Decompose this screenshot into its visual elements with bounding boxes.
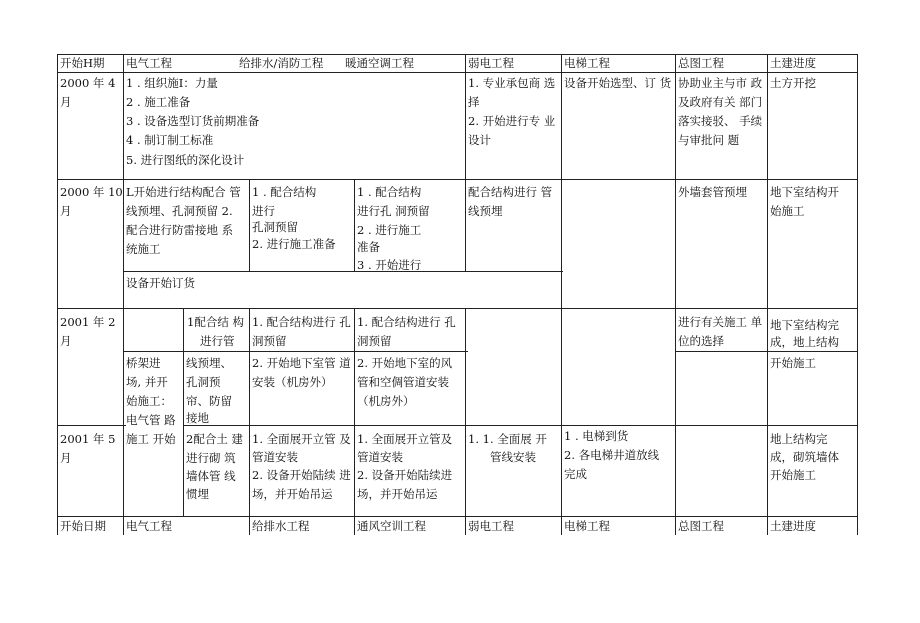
grid-line (561, 54, 562, 535)
grid-line (857, 54, 858, 535)
cell-line: 2. 开始地下室管 道 (252, 356, 351, 370)
footer-plumbing: 给排水工程 (252, 519, 310, 533)
cell-line: 2000 年 4 (60, 76, 116, 90)
footer-site: 总图工程 (678, 519, 724, 533)
cell-line: 月 (60, 451, 72, 465)
grid-line (57, 179, 858, 180)
cell-line: 进行砌 筑 (186, 451, 236, 465)
cell-line: （机房外） (357, 394, 415, 408)
grid-line (57, 425, 126, 426)
cell-line: 桥架进 (126, 356, 161, 370)
cell-line: 2配合土 建 (186, 432, 243, 446)
grid-line (675, 54, 676, 535)
cell-line: 孔洞预 (186, 375, 221, 389)
footer-electrical: 电气工程 (126, 519, 172, 533)
cell-line: 1配合结 构 (187, 315, 244, 329)
cell-line: 惯埋 (186, 487, 209, 501)
grid-line (249, 308, 250, 535)
header-date: 开始H期 (60, 56, 105, 70)
r4-civil: 开始施工 (770, 356, 816, 370)
cell-line: 4 . 制订制工标准 (126, 133, 214, 147)
cell-line: 场，并开始吊运 (252, 487, 333, 501)
cell-line: 配合进行防雷接地 系 (126, 223, 234, 237)
cell-line: 1. 全面展开立管 及 (252, 432, 351, 446)
cell-line: 1 . 电梯到货 (564, 429, 629, 443)
cell-line: 墙体管 线 (186, 469, 236, 483)
cell-line: 2. 设备开始陆续进 (357, 468, 453, 482)
cell-line: 管道安装 (357, 450, 403, 464)
cell-line: 开始施工 (770, 468, 816, 482)
cell-line: 1 . 配合结构 (357, 185, 422, 199)
cell-line: 线预埋 (468, 204, 503, 218)
cell-line: 接地 (186, 411, 209, 425)
cell-line: 1 . 组织施I：力量 (126, 76, 218, 90)
cell-line: 位的选择 (678, 334, 724, 348)
cell-line: 管和空倜管道安装 (357, 375, 449, 389)
cell-line: 及政府有关 部门 (678, 95, 763, 109)
cell-line: 2. 各电梯井道放线 (564, 448, 660, 462)
cell-line: 2. 进行施工准备 (252, 237, 336, 251)
cell-line: L开始进行结构配合 管 (126, 185, 241, 199)
cell-line: 成，地上结构 (770, 335, 839, 349)
cell-line: 3 . 开始进行 (357, 258, 422, 272)
cell-line: 安装（机房外） (252, 375, 333, 389)
cell-line: 5. 进行图纸的深化设计 (126, 153, 245, 167)
cell-line: 准备 (357, 240, 380, 254)
cell-line: 始施工 (770, 204, 805, 218)
grid-line (465, 308, 466, 535)
cell-line: 场, 并开 (126, 375, 168, 389)
cell-line: 1. 1. 全面展 开 (468, 432, 547, 446)
grid-line (57, 54, 858, 55)
grid-line (57, 54, 58, 535)
header-plumbing: 给排水/消防工程 (239, 56, 324, 70)
cell-line: 3 . 设备选型订货前期准备 (126, 114, 260, 128)
cell-line: 地下室结构完 (770, 318, 839, 332)
header-civil: 土建进度 (770, 56, 816, 70)
grid-line (354, 308, 355, 535)
cell-line: 电气管 路 (126, 413, 176, 427)
cell-line: 1 . 配合结构 (252, 185, 317, 199)
grid-line (183, 425, 858, 426)
cell-line: 始施工： (126, 394, 172, 408)
cell-line: 洞预留 (357, 334, 392, 348)
cell-line: 完成 (564, 467, 587, 481)
cell-line: 2 . 施工准备 (126, 95, 191, 109)
grid-line (57, 72, 858, 73)
cell-line: 洞预留 (252, 334, 287, 348)
cell-line: 统施工 (126, 242, 161, 256)
cell-line: 帘、防留 (186, 394, 232, 408)
cell-line: 2. 开始地下室的风 (357, 356, 453, 370)
cell-line: 成，砌筑墙体 (770, 450, 839, 464)
header-hvac: 暖通空调工程 (345, 56, 414, 70)
cell-line: 协助业主与市 政 (678, 76, 763, 90)
header-electrical: 电气工程 (126, 56, 172, 70)
cell-line: 地上结构完 (770, 432, 828, 446)
footer-elevator: 电梯工程 (564, 519, 610, 533)
r2-site: 外墙套管预埋 (678, 185, 747, 199)
footer-date: 开始日期 (60, 519, 106, 533)
cell-line: 2001 年 5 (60, 432, 116, 446)
cell-line: 线预埋、孔洞预留 2. (126, 204, 233, 218)
cell-line: 设计 (468, 133, 491, 147)
grid-line (767, 54, 768, 535)
cell-line: 施工 开始 (126, 432, 176, 446)
r1-elevator: 设备开始选型、订 货 (564, 76, 672, 90)
footer-weak-current: 弱电工程 (468, 519, 514, 533)
cell-line: 择 (468, 95, 480, 109)
cell-line: 2001 年 2 (60, 315, 116, 329)
cell-line: 孔洞预留 (252, 220, 298, 234)
header-elevator: 电梯工程 (564, 56, 610, 70)
cell-line: 1. 配合结构进行 孔 (357, 315, 456, 329)
cell-line: 1. 配合结构进行 孔 (252, 315, 351, 329)
grid-line (57, 516, 858, 517)
cell-line: 1. 全面展开立管及 (357, 432, 453, 446)
cell-line: 1. 专业承包商 选 (468, 76, 556, 90)
footer-hvac: 通风空训工程 (357, 519, 426, 533)
grid-line (123, 271, 563, 272)
cell-line: 与审批问 题 (678, 133, 740, 147)
cell-line: 地下室结构开 (770, 185, 839, 199)
cell-line: 进行管 (200, 334, 235, 348)
cell-line: 月 (60, 204, 72, 218)
cell-line: 管线安装 (490, 450, 536, 464)
grid-line (465, 54, 466, 271)
cell-line: 线预埋、 (186, 356, 232, 370)
grid-line (123, 54, 124, 535)
cell-line: 管道安装 (252, 450, 298, 464)
cell-line: 2. 开始进行专 业 (468, 114, 556, 128)
cell-line: 场，并开始吊运 (357, 487, 438, 501)
header-weak-current: 弱电工程 (468, 56, 514, 70)
cell-line: 月 (60, 334, 72, 348)
header-site: 总图工程 (678, 56, 724, 70)
cell-line: 2000 年 10 (60, 185, 123, 199)
grid-line (57, 308, 858, 309)
cell-line: 2. 设备开始陆续 进 (252, 468, 351, 482)
r2-equipment-order: 设备开始订货 (126, 276, 195, 290)
footer-civil: 土建进度 (770, 519, 816, 533)
cell-line: 进行孔 洞预留 (357, 204, 430, 218)
cell-line: 配合结构进行 管 (468, 185, 553, 199)
grid-line (183, 308, 184, 516)
grid-line (123, 351, 468, 352)
grid-line (249, 179, 250, 271)
cell-line: 进行 (252, 204, 275, 218)
cell-line: 月 (60, 95, 72, 109)
cell-line: 落实接驳、 手续 (678, 114, 763, 128)
grid-line (354, 179, 355, 271)
cell-line: 进行有关施工 单 (678, 315, 763, 329)
r1-civil: 土方开挖 (770, 76, 816, 90)
cell-line: 2 . 进行施工 (357, 223, 422, 237)
